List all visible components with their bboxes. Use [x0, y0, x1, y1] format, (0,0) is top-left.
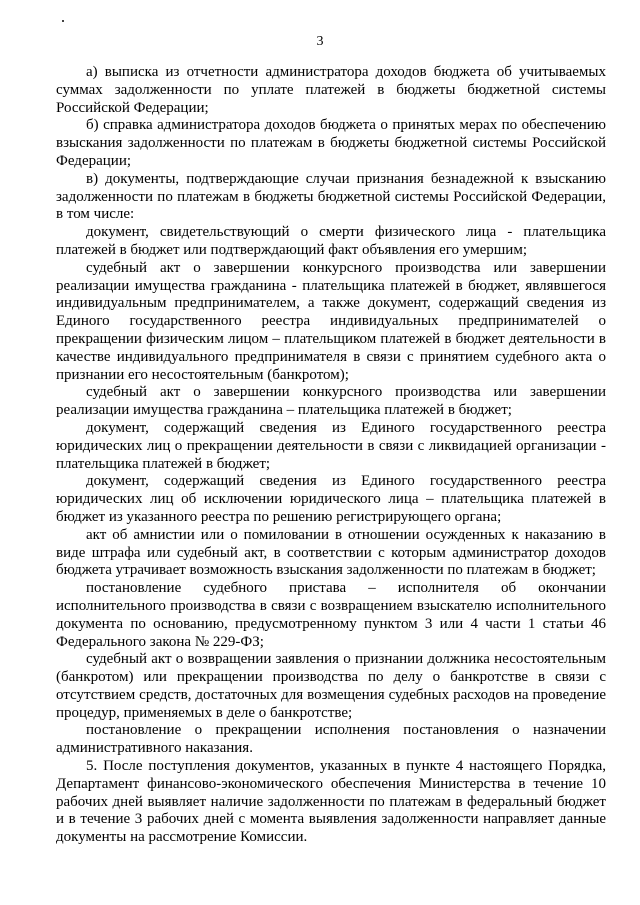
- paragraph-item-5: 5. После поступления документов, указанных в пункте 4 настоящего Порядка, Департамент финансово-экономического обеспечения Министерства в течение 10 рабочих дней выявляет наличие задолженности по платежам в федеральный бюджет и в течение 3 рабочих дней с момента выявления задолженности направляет данные документы на рассмотрение Комиссии.: [56, 758, 606, 846]
- paragraph-a: а) выписка из отчетности администратора доходов бюджета об учитываемых суммах задолженности по уплате платежей в бюджеты бюджетной системы Российской Федерации;: [56, 64, 606, 116]
- paragraph-exclusion: документ, содержащий сведения из Единого государственного реестра юридических лиц об исключении юридического лица – плательщика платежей в бюджет из указанного реестра по решению регистрирующего органа;: [56, 473, 606, 525]
- document-body: [56, 64, 606, 847]
- paragraph-liquidation: документ, содержащий сведения из Единого государственного реестра юридических лиц о прекращении деятельности в связи с ликвидацией организации - плательщика платежей в бюджет;: [56, 419, 606, 472]
- scan-speck: [62, 20, 64, 22]
- paragraph-death-document: документ, свидетельствующий о смерти физического лица - плательщика платежей в бюджет или подтверждающий факт объявления его умершим;: [56, 224, 606, 258]
- paragraph-b: б) справка администратора доходов бюджета о принятых мерах по обеспечению взыскания задолженности по платежам в бюджеты бюджетной системы Российской Федерации;: [56, 117, 606, 169]
- paragraph-bankruptcy-citizen: судебный акт о завершении конкурсного производства или завершении реализации имущества гражданина – плательщика платежей в бюджет;: [56, 384, 606, 419]
- paragraph-amnesty: акт об амнистии или о помиловании в отношении осужденных к наказанию в виде штрафа или судебный акт, в соответствии с которым администратор доходов бюджета утрачивает возможность взыскания задолженности по платежам в бюджет;: [56, 526, 606, 579]
- page-number: 3: [316, 34, 324, 49]
- paragraph-termination: постановление о прекращении исполнения постановления о назначении административного наказания.: [56, 722, 606, 757]
- paragraph-bankruptcy-entrepreneur: судебный акт о завершении конкурсного производства или завершении реализации имущества гражданина - плательщика платежей в бюджет, являвшегося индивидуальным предпринимателем, а также документ, содержащий сведения из Единого государственного реестра индивидуальных предпринимателей о прекращении физическим лицом – плательщиком платежей в бюджет деятельности в качестве индивидуального предпринимателя в связи с принятием судебного акта о признании его несостоятельным (банкротом);: [56, 259, 606, 383]
- paragraph-c: в) документы, подтверждающие случаи признания безнадежной к взысканию задолженности по платежам в бюджеты бюджетной системы Российской Федерации, в том числе:: [56, 170, 606, 223]
- paragraph-return-application: судебный акт о возвращении заявления о признании должника несостоятельным (банкротом) или прекращении производства по делу о банкротстве в связи с отсутствием средств, достаточных для возмещения судебных расходов на проведение процедур, применяемых в деле о банкротстве;: [56, 651, 606, 721]
- paragraph-bailiff: постановление судебного пристава – исполнителя об окончании исполнительного производства в связи с возвращением взыскателю исполнительного документа по основанию, предусмотренному пунктом 3 или 4 части 1 статьи 46 Федерального закона № 229-ФЗ;: [56, 580, 606, 650]
